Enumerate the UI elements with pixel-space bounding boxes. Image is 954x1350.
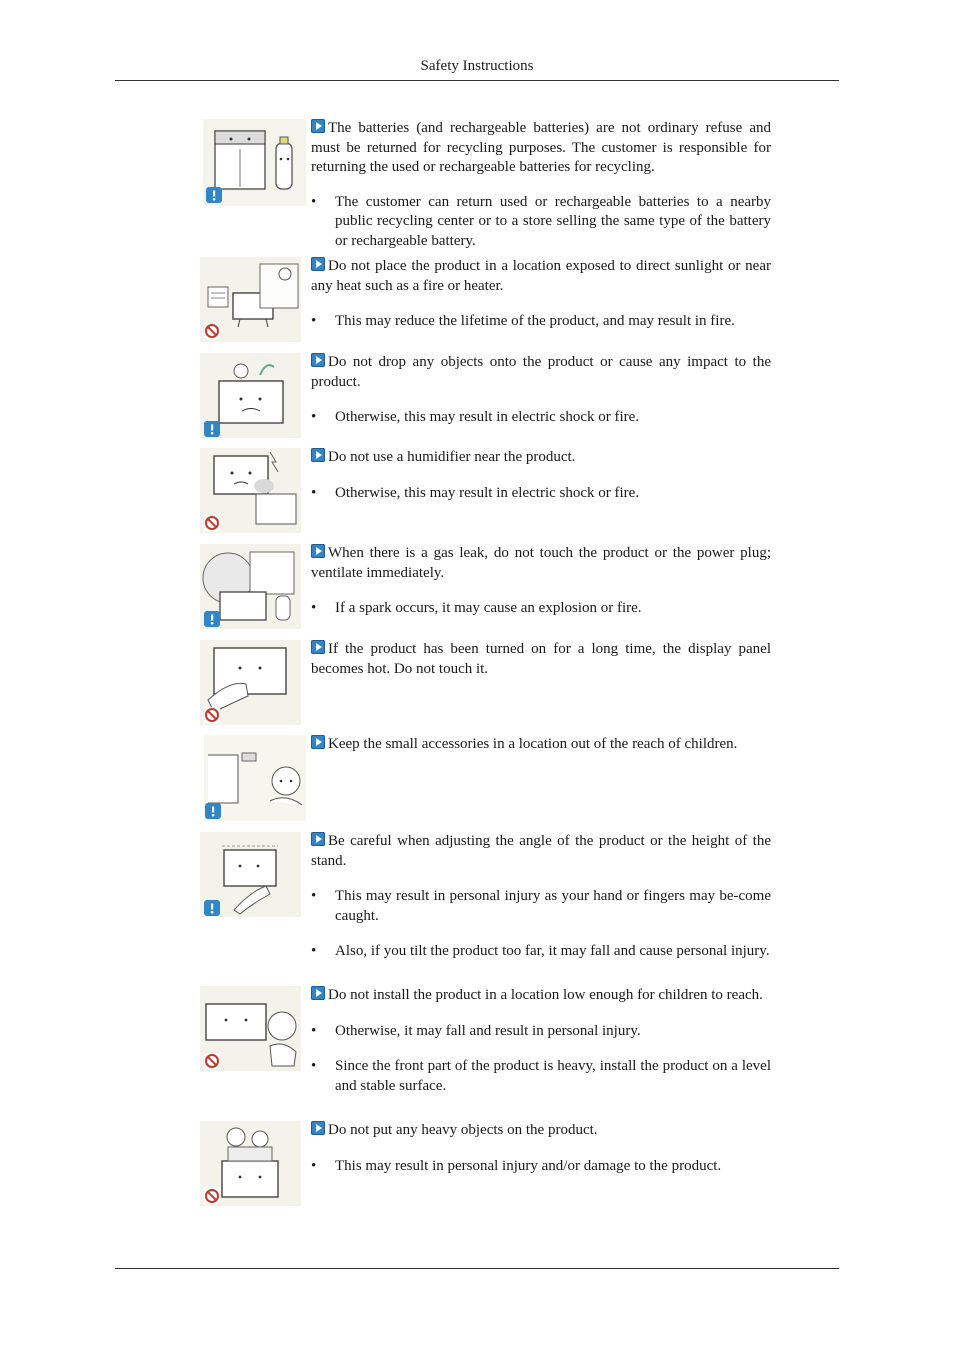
bullet-item: • Since the front part of the product is heavy, install the product on a level and stable surface. bbox=[311, 1057, 771, 1096]
bullet-item: • Also, if you tilt the product too far, it may fall and cause personal injury. bbox=[311, 942, 771, 962]
bullet-list bbox=[311, 1022, 771, 1097]
arrow-icon bbox=[311, 353, 325, 367]
bullet-item: • If a spark occurs, it may cause an explosion or fire. bbox=[311, 599, 771, 619]
safety-item-text bbox=[311, 735, 771, 755]
prohibited-icon bbox=[204, 323, 220, 344]
prohibited-icon bbox=[204, 1188, 220, 1209]
safety-item-text bbox=[311, 986, 771, 1096]
arrow-icon bbox=[311, 640, 325, 654]
safety-item-title: The batteries (and rechargeable batteries) are not ordinary refuse and must be returned for recycling purposes. The customer is responsible for returning the used or rechargeable batteries for recycling. bbox=[311, 120, 771, 175]
safety-item-text bbox=[311, 257, 771, 332]
bullet-list bbox=[311, 887, 771, 962]
safety-item-text bbox=[311, 353, 771, 428]
safety-item-title: If the product has been turned on for a long time, the display panel becomes hot. Do not touch it. bbox=[311, 641, 771, 677]
bullet-list bbox=[311, 484, 771, 504]
arrow-icon bbox=[311, 544, 325, 558]
bullet-item: • This may result in personal injury as your hand or fingers may be-come caught. bbox=[311, 887, 771, 926]
bullet-item: • The customer can return used or rechargeable batteries to a nearby public recycling center or to a store selling the same type of the battery or rechargeable battery. bbox=[311, 193, 771, 252]
bullet-list bbox=[311, 408, 771, 428]
info-icon bbox=[206, 187, 222, 208]
info-icon bbox=[204, 611, 220, 632]
safety-item-text bbox=[311, 448, 771, 503]
safety-item-title: Do not drop any objects onto the product or cause any impact to the product. bbox=[311, 354, 771, 390]
safety-item-text bbox=[311, 119, 771, 251]
prohibited-icon bbox=[204, 707, 220, 728]
safety-item-title: Do not use a humidifier near the product. bbox=[311, 448, 771, 468]
safety-item-text bbox=[311, 832, 771, 962]
prohibited-icon bbox=[204, 1053, 220, 1074]
bullet-item: • This may reduce the lifetime of the product, and may result in fire. bbox=[311, 312, 771, 332]
safety-item-text bbox=[311, 1121, 771, 1176]
header-title: Safety Instructions bbox=[420, 58, 534, 74]
info-icon bbox=[204, 900, 220, 921]
bullet-item: • Otherwise, this may result in electric shock or fire. bbox=[311, 484, 771, 504]
arrow-icon bbox=[311, 448, 325, 462]
arrow-icon bbox=[311, 832, 325, 846]
arrow-icon bbox=[311, 735, 325, 749]
arrow-icon bbox=[311, 986, 325, 1000]
arrow-icon bbox=[311, 119, 325, 133]
bullet-list bbox=[311, 599, 771, 619]
bullet-item: • Otherwise, it may fall and result in personal injury. bbox=[311, 1022, 771, 1042]
bullet-list bbox=[311, 312, 771, 332]
safety-item-title: Do not install the product in a location low enough for children to reach. bbox=[311, 986, 771, 1006]
bullet-item: • This may result in personal injury and/or damage to the product. bbox=[311, 1157, 771, 1177]
safety-item-title: Do not place the product in a location exposed to direct sunlight or near any heat such as a fire or heater. bbox=[311, 258, 771, 294]
arrow-icon bbox=[311, 257, 325, 271]
info-icon bbox=[204, 421, 220, 442]
bullet-item: • Otherwise, this may result in electric shock or fire. bbox=[311, 408, 771, 428]
info-icon bbox=[205, 803, 221, 824]
safety-item-text bbox=[311, 640, 771, 679]
prohibited-icon bbox=[204, 515, 220, 536]
safety-item-title: Keep the small accessories in a location out of the reach of children. bbox=[311, 735, 771, 755]
safety-item-title: Do not put any heavy objects on the product. bbox=[311, 1121, 771, 1141]
safety-item-title: Be careful when adjusting the angle of the product or the height of the stand. bbox=[311, 833, 771, 869]
safety-item-text bbox=[311, 544, 771, 619]
bullet-list bbox=[311, 1157, 771, 1177]
arrow-icon bbox=[311, 1121, 325, 1135]
footer-rule bbox=[115, 1268, 839, 1269]
safety-item-title: When there is a gas leak, do not touch the product or the power plug; ventilate immediately. bbox=[311, 545, 771, 581]
bullet-list bbox=[311, 193, 771, 252]
header-rule bbox=[115, 80, 839, 81]
